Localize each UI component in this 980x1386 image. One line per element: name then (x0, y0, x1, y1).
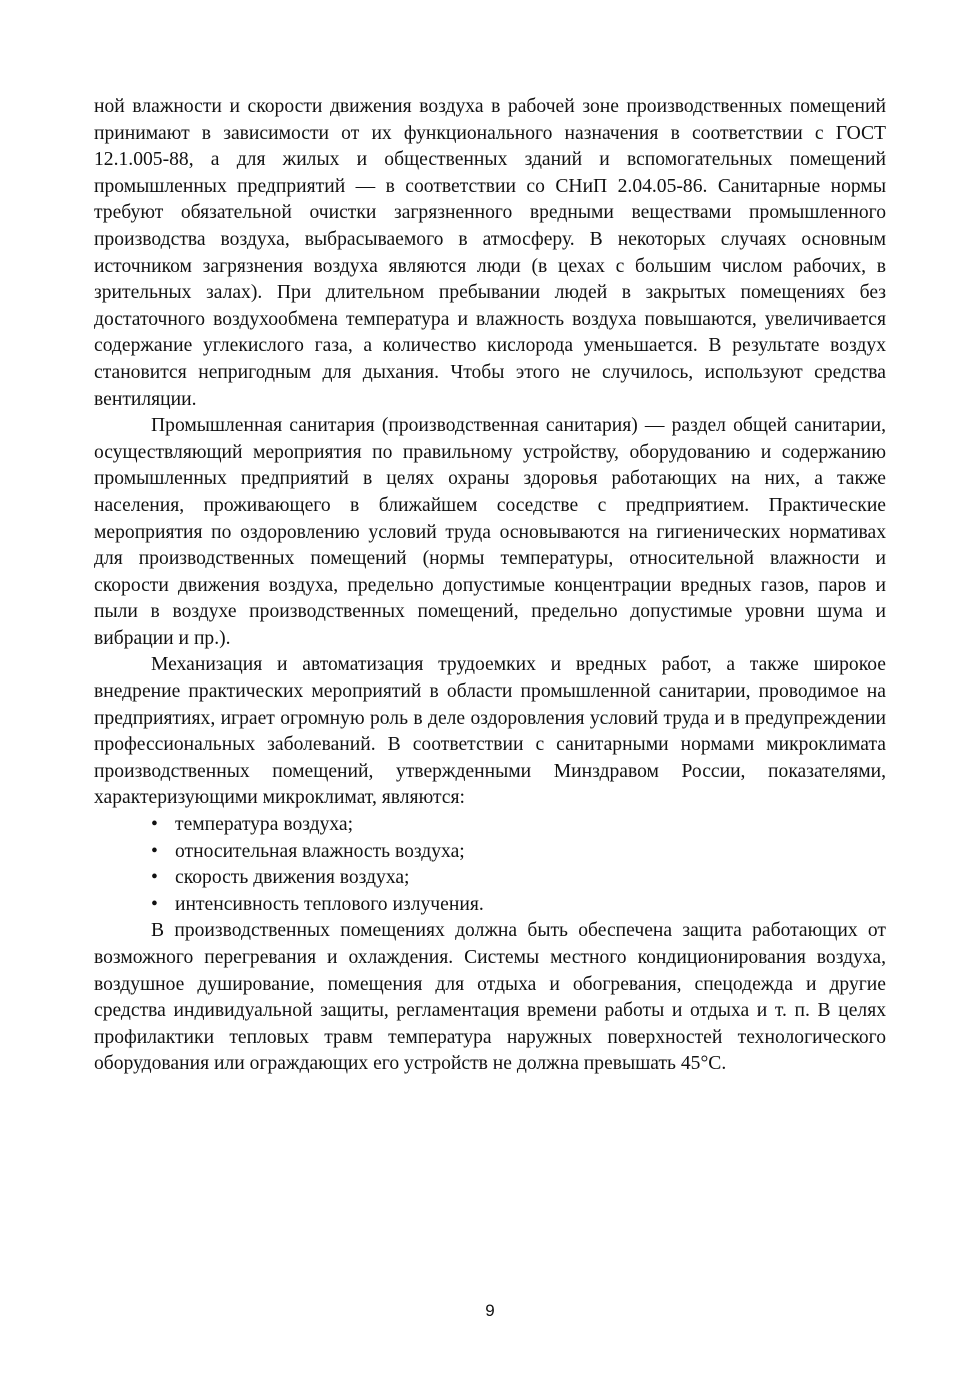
microclimate-indicators-list (94, 812, 886, 918)
list-item: • скорость движения воздуха; (151, 865, 886, 892)
list-item: • температура воздуха; (151, 812, 886, 839)
paragraph-heat-protection: В производственных помещениях должна быть обеспечена защита работающих от возможного перегревания и охлаждения. Системы местного кондиционирования воздуха, воздушное душирование, помещения для отдыха и обогревания, спецодежда и другие средства индивидуальной защиты, регламентация времени работы и отдыха и т. п. В целях профилактики тепловых травм температура наружных поверхностей технологического оборудования или ограждающих его устройств не должна превышать 45°С. (94, 920, 886, 1075)
document-page (94, 94, 886, 1078)
list-item: • относительная влажность воздуха; (151, 839, 886, 866)
paragraph-industrial-sanitation: Промышленная санитария (производственная санитария) — раздел общей санитарии, осуществляющий мероприятия по правильному устройству, оборудованию и содержанию промышленных предприятий в целях охраны здоровья работающих на них, а также населения, проживающего в ближайшем соседстве с предприятием. Практические мероприятия по оздоровлению условий труда основываются на гигиенических нормативах для производственных помещений (нормы температуры, относительной влажности и скорости движения воздуха, предельно допустимые концентрации вредных газов, паров и пыли в воздухе производственных помещений, предельно допустимые уровни шума и вибрации и пр.). (94, 415, 886, 649)
page-number: 9 (485, 1301, 495, 1320)
paragraph-ventilation: ной влажности и скорости движения воздуха в рабочей зоне производственных помещений принимают в зависимости от их функционального назначения в соответствии с ГОСТ 12.1.005-88, а для жилых и общественных зданий и вспомогательных помещений промышленных предприятий — в соответствии со СНиП 2.04.05-86. Санитарные нормы требуют обязательной очистки загрязненного вредными веществами промышленного производства воздуха, выбрасываемого в атмосферу. В некоторых случаях основным источником загрязнения воздуха являются люди (в цехах с большим числом рабочих, в зрительных залах). При длительном пребывании людей в закрытых помещениях без достаточного воздухообмена температура и влажность воздуха повышаются, увеличивается содержание углекислого газа, а количество кислорода уменьшается. В результате воздух становится непригодным для дыхания. Чтобы этого не случилось, используют средства вентиляции. (94, 96, 886, 410)
list-item: • интенсивность теплового излучения. (151, 892, 886, 919)
paragraph-mechanization: Механизация и автоматизация трудоемких и вредных работ, а также широкое внедрение практических мероприятий в области промышленной санитарии, проводимое на предприятиях, играет огромную роль в деле оздоровления условий труда и в предупреждении профессиональных заболеваний. В соответствии с санитарными нормами микроклимата производственных помещений, утвержденными Минздравом России, показателями, характеризующими микроклимат, являются: (94, 654, 886, 809)
